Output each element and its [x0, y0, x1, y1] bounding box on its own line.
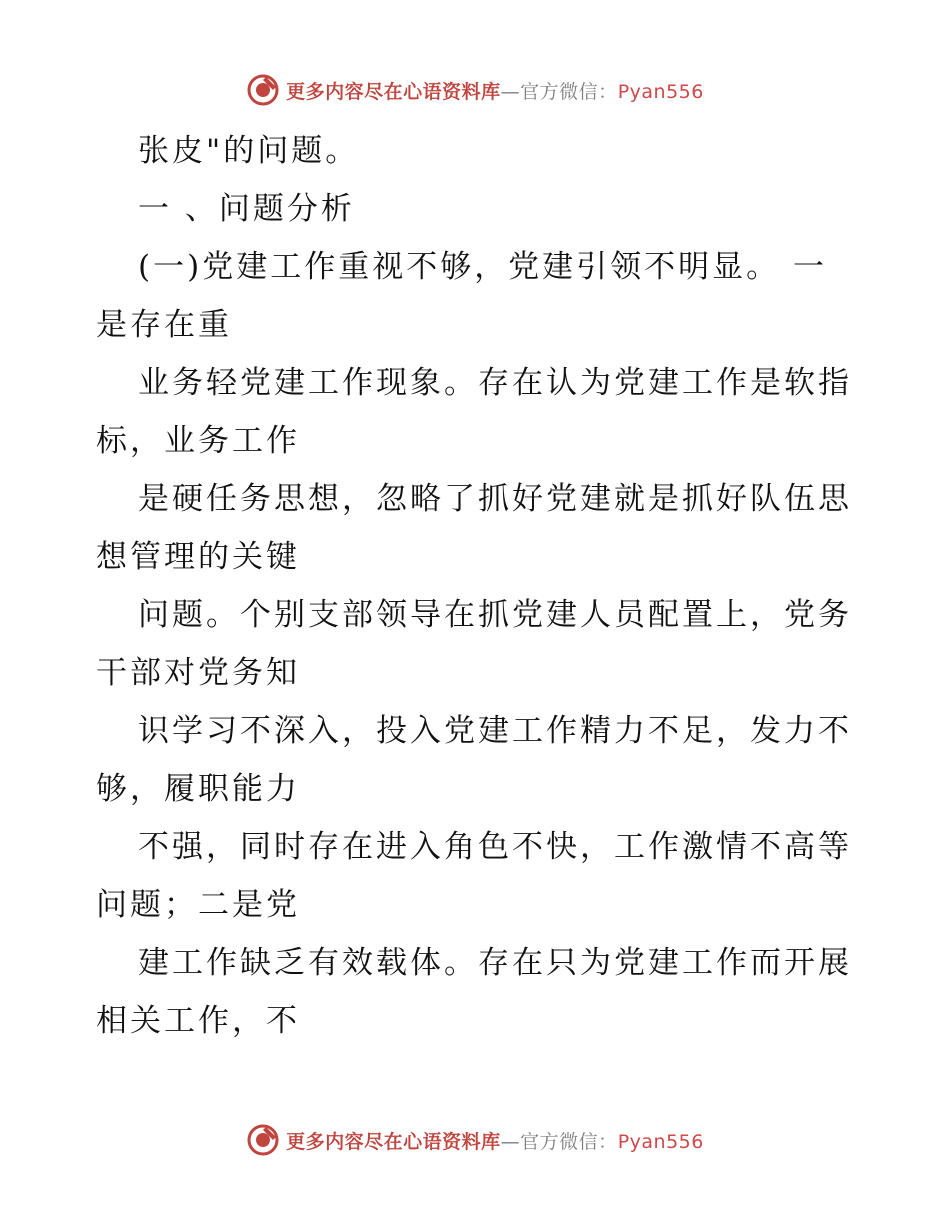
section-heading: 一 、问题分析 — [138, 191, 355, 227]
text-line: 建工作缺乏有效载体。存在只为党建工作而开展 — [138, 945, 852, 981]
text-line: 相关工作，不 — [96, 1003, 300, 1039]
text-line: 问题。个别支部领导在抓党建人员配置上，党务 — [138, 597, 852, 633]
text-line: 问题；二是党 — [96, 887, 300, 923]
text-line: 张皮"的问题。 — [138, 133, 360, 169]
banner-account: Pyan556 — [617, 80, 704, 103]
header-banner — [0, 70, 950, 110]
banner-dash: — — [500, 80, 521, 103]
banner-text — [286, 77, 704, 104]
banner-title: 更多内容尽在心语资料库 — [286, 1130, 501, 1153]
text-line: 识学习不深入，投入党建工作精力不足，发力不 — [138, 713, 852, 749]
banner-label: 官方微信： — [520, 80, 618, 103]
banner-label: 官方微信： — [520, 1130, 618, 1153]
footer-banner — [0, 1120, 950, 1160]
logo-icon — [246, 73, 280, 107]
text-line: (一)党建工作重视不够，党建引领不明显。 一 — [138, 249, 828, 285]
text-line: 想管理的关键 — [96, 539, 300, 575]
banner-account: Pyan556 — [617, 1130, 704, 1153]
banner-title: 更多内容尽在心语资料库 — [286, 80, 501, 103]
logo-icon — [246, 1123, 280, 1157]
text-line: 够，履职能力 — [96, 771, 300, 807]
text-line: 干部对党务知 — [96, 655, 300, 691]
text-line: 是硬任务思想，忽略了抓好党建就是抓好队伍思 — [138, 481, 852, 517]
document-body — [96, 122, 866, 1050]
banner-dash: — — [500, 1130, 521, 1153]
text-line: 不强，同时存在进入角色不快，工作激情不高等 — [138, 829, 852, 865]
text-line: 业务轻党建工作现象。存在认为党建工作是软指 — [138, 365, 852, 401]
text-line: 标，业务工作 — [96, 423, 300, 459]
text-line: 是存在重 — [96, 307, 232, 343]
banner-text — [286, 1127, 704, 1154]
